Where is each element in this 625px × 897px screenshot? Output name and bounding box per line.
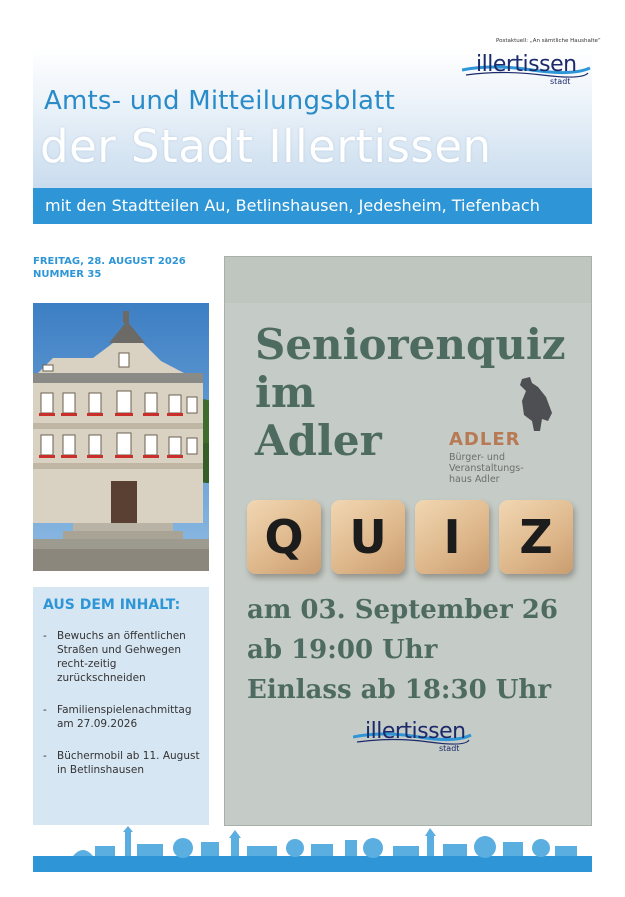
logo-sub: stadt xyxy=(439,744,460,753)
poster-title-line: Adler xyxy=(255,416,382,465)
die-i xyxy=(415,500,489,574)
contents-item: - Büchermobil ab 11. August in Betlinshausen xyxy=(43,749,203,777)
poster-details xyxy=(247,590,558,710)
contents-heading: AUS DEM INHALT: xyxy=(43,597,181,613)
issue-number: NUMMER 35 xyxy=(33,269,102,280)
event-date: am 03. September 26 xyxy=(247,595,558,625)
adler-desc-line: Bürger- und xyxy=(449,452,505,463)
die-letter: Q xyxy=(264,510,304,564)
contents-item: - Familienspielenachmittag am 27.09.2026 xyxy=(43,703,203,731)
adler-name: ADLER xyxy=(449,429,521,450)
masthead-title-big: der Stadt Illertissen xyxy=(40,120,492,173)
logo-word: illertissen xyxy=(365,719,466,744)
masthead-title-small: Amts- und Mitteilungsblatt xyxy=(44,86,395,116)
die-letter: U xyxy=(349,510,387,564)
adler-description xyxy=(449,452,524,485)
die-letter: Z xyxy=(519,510,553,564)
die-z xyxy=(499,500,573,574)
town-hall-photo xyxy=(33,303,209,571)
poster-title-line: im xyxy=(255,368,316,417)
masthead-subtitle: mit den Stadtteilen Au, Betlinshausen, Jedesheim, Tiefenbach xyxy=(45,196,540,215)
logo-sub: stadt xyxy=(550,77,571,86)
contents-box xyxy=(33,587,209,825)
issue-date: FREITAG, 28. AUGUST 2026 xyxy=(33,256,186,267)
event-time: ab 19:00 Uhr xyxy=(247,635,438,665)
die-letter: I xyxy=(443,510,461,564)
die-u xyxy=(331,500,405,574)
illertissen-logo xyxy=(462,50,592,90)
event-admission: Einlass ab 18:30 Uhr xyxy=(247,675,552,705)
adler-desc-line: haus Adler xyxy=(449,474,500,485)
die-q xyxy=(247,500,321,574)
contents-item: - Bewuchs an öffentlichen Straßen und Gehwegen recht-zeitig zurückschneiden xyxy=(43,629,203,685)
poster-title-line: Seniorenquiz xyxy=(255,320,566,369)
poster-illertissen-logo xyxy=(353,717,473,757)
quiz-dice xyxy=(247,500,577,580)
mailing-note: Postaktuell: „An sämtliche Haushalte“ xyxy=(496,38,601,44)
eagle-icon xyxy=(508,375,558,435)
adler-desc-line: Veranstaltungs- xyxy=(449,463,524,474)
poster-top-band xyxy=(225,257,591,303)
city-skyline-graphic xyxy=(33,826,592,872)
logo-word: illertissen xyxy=(476,52,577,77)
contents-list xyxy=(43,629,203,795)
seniorenquiz-poster xyxy=(224,256,592,826)
